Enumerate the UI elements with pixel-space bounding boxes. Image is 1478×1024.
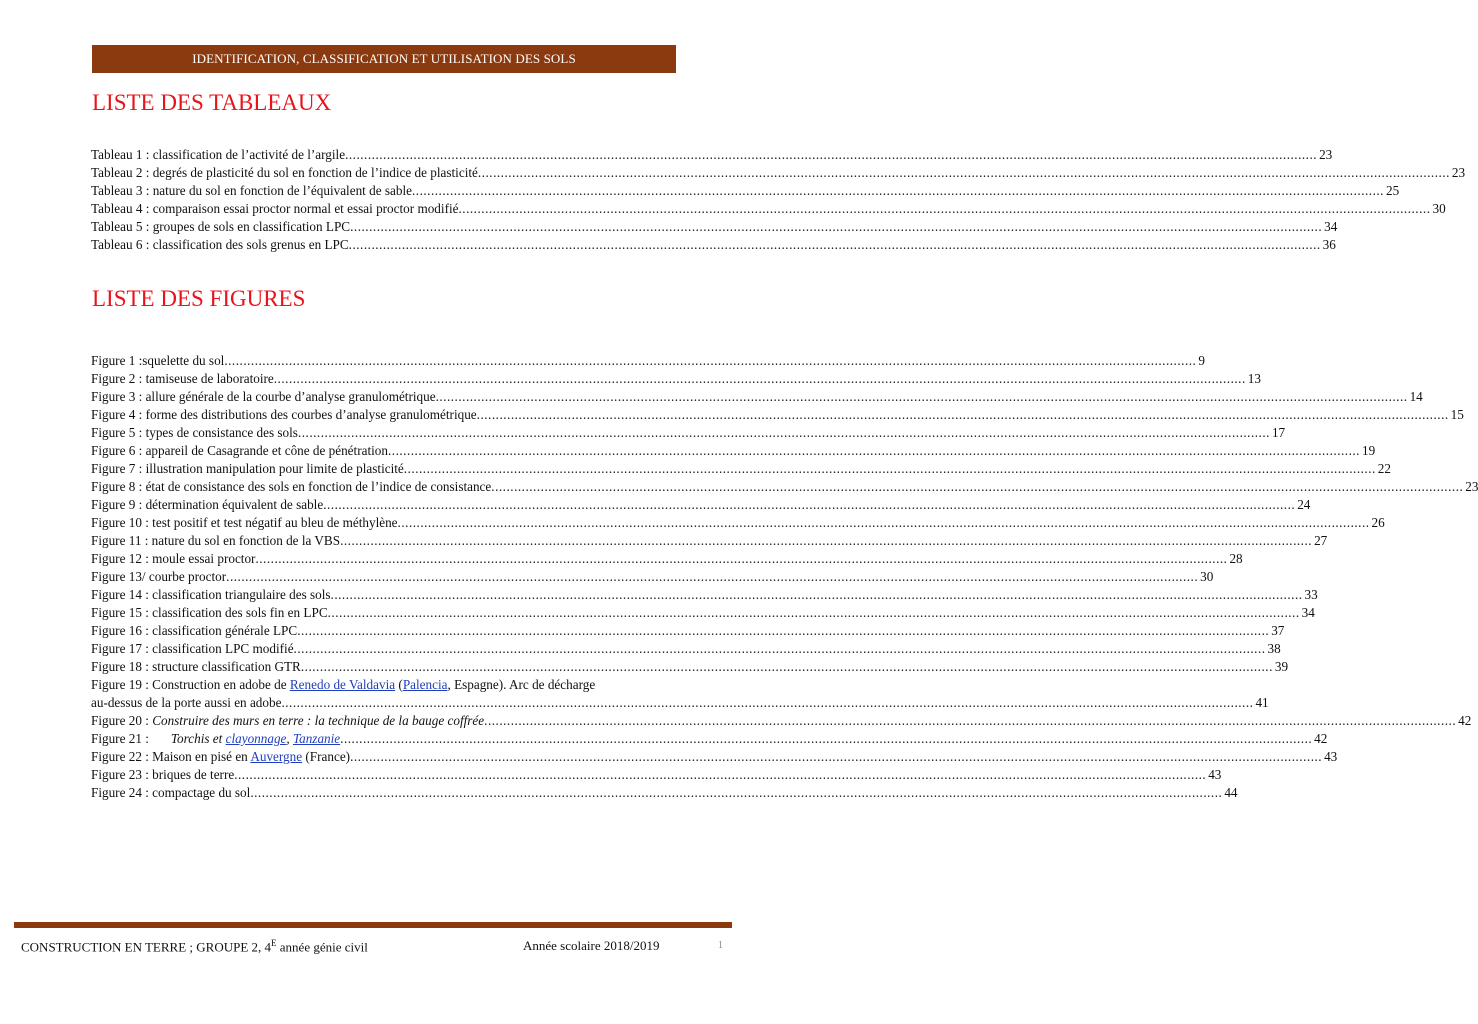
leader-dots — [328, 604, 1300, 622]
table-entry[interactable] — [91, 200, 1446, 218]
entry-text: Figure 12 : moule essai proctor — [91, 551, 256, 566]
leader-dots — [349, 236, 1321, 254]
entry-text — [91, 730, 340, 748]
entry-text: Tableau 1 : classification de l’activité de l’argile — [91, 147, 346, 162]
entry-text: Tableau 5 : groupes de sols en classification LPC — [91, 219, 351, 234]
entry-text: Figure 7 : illustration manipulation pour limite de plasticité — [91, 461, 404, 476]
entry-text — [91, 712, 484, 730]
entry-text: Tableau 6 : classification des sols grenus en LPC — [91, 237, 349, 252]
entry-text: Figure 11 : nature du sol en fonction de la VBS — [91, 533, 341, 548]
entry-prefix: Figure 21 : — [91, 731, 149, 746]
entry-text: Figure 4 : forme des distributions des courbes d’analyse granulométrique — [91, 407, 477, 422]
entry-text: au-dessus de la porte aussi en adobe — [91, 695, 282, 710]
entry-text — [91, 748, 350, 766]
entry-text: Figure 9 : détermination équivalent de sable — [91, 497, 324, 512]
figure-entry[interactable] — [91, 478, 1478, 496]
footer-course-label — [21, 938, 368, 955]
entry-page: 23 — [1319, 147, 1333, 162]
entry-page: 9 — [1198, 353, 1205, 368]
entry-text: Figure 15 : classification des sols fin en LPC — [91, 605, 328, 620]
entry-page: 44 — [1224, 785, 1238, 800]
table-entry[interactable] — [91, 164, 1466, 182]
entry-page: 34 — [1301, 605, 1315, 620]
entry-text: Figure 6 : appareil de Casagrande et cône de pénétration — [91, 443, 388, 458]
leader-dots — [350, 218, 1322, 236]
tanzanie-link[interactable]: Tanzanie — [293, 731, 341, 746]
entry-page: 42 — [1314, 731, 1328, 746]
entry-text: Figure 14 : classification triangulaire des sols — [91, 587, 331, 602]
figure-entry[interactable] — [91, 514, 1385, 532]
entry-italic-text: Torchis et — [170, 731, 226, 746]
tables-list — [91, 146, 1466, 254]
entry-text: Figure 16 : classification générale LPC — [91, 623, 298, 638]
entry-page: 23 — [1465, 479, 1478, 494]
leader-dots — [340, 730, 1312, 748]
auvergne-link[interactable]: Auvergne — [250, 749, 303, 764]
entry-page: 43 — [1208, 767, 1222, 782]
figure-entry[interactable] — [91, 676, 1269, 712]
table-entry[interactable] — [91, 146, 1333, 164]
leader-dots — [477, 406, 1449, 424]
figure-entry[interactable] — [91, 442, 1376, 460]
figure-entry[interactable] — [91, 568, 1214, 586]
entry-page: 37 — [1271, 623, 1285, 638]
entry-text: Figure 1 :squelette du sol — [91, 353, 225, 368]
entry-text: Tableau 4 : comparaison essai proctor normal et essai proctor modifié — [91, 201, 459, 216]
entry-page: 36 — [1322, 237, 1336, 252]
header-banner: IDENTIFICATION, CLASSIFICATION ET UTILISATION DES SOLS — [92, 45, 676, 73]
figure-entry[interactable] — [91, 424, 1286, 442]
leader-dots — [491, 478, 1463, 496]
entry-page: 14 — [1409, 389, 1423, 404]
entry-line — [91, 694, 1269, 712]
entry-text: Figure 13/ courbe proctor — [91, 569, 227, 584]
renedo-de-valdavia-link[interactable]: Renedo de Valdavia — [289, 677, 396, 692]
figure-entry[interactable] — [91, 766, 1222, 784]
footer-year-text: année génie civil — [276, 939, 368, 955]
entry-page: 42 — [1458, 713, 1472, 728]
entry-page: 19 — [1361, 443, 1376, 458]
tables-list-title: LISTE DES TABLEAUX — [92, 90, 332, 115]
entry-page: 17 — [1271, 425, 1286, 440]
leader-dots — [404, 460, 1376, 478]
leader-dots — [224, 352, 1196, 370]
leader-dots — [274, 370, 1246, 388]
figure-entry[interactable] — [91, 586, 1318, 604]
entry-italic-text: Construire des murs en terre : la technique de la bauge coffrée — [152, 713, 485, 728]
leader-dots — [250, 784, 1222, 802]
entry-page: 39 — [1274, 659, 1289, 674]
entry-page: 33 — [1304, 587, 1318, 602]
leader-dots — [297, 622, 1269, 640]
figure-entry[interactable] — [91, 496, 1311, 514]
entry-page: 22 — [1377, 461, 1391, 476]
entry-text: Figure 3 : allure générale de la courbe d’analyse granulométrique — [91, 389, 436, 404]
entry-page: 26 — [1371, 515, 1385, 530]
figure-entry[interactable] — [91, 784, 1238, 802]
entry-text: Figure 23 : briques de terre — [91, 767, 235, 782]
figure-entry[interactable] — [91, 532, 1328, 550]
footer-superscript: E — [271, 938, 277, 948]
entry-page: 41 — [1255, 695, 1269, 710]
entry-page: 28 — [1229, 551, 1243, 566]
leader-dots — [226, 568, 1198, 586]
figure-entry[interactable] — [91, 388, 1423, 406]
entry-line — [91, 676, 677, 694]
leader-dots — [458, 200, 1430, 218]
entry-page: 15 — [1450, 407, 1464, 422]
leader-dots — [281, 694, 1253, 712]
leader-dots — [412, 182, 1384, 200]
figures-list-title: LISTE DES FIGURES — [92, 286, 306, 311]
leader-dots — [323, 496, 1295, 514]
entry-page: 25 — [1385, 183, 1400, 198]
entry-text: ( — [395, 677, 403, 692]
entry-page: 23 — [1451, 165, 1466, 180]
figure-entry[interactable] — [91, 730, 1328, 748]
leader-dots — [301, 658, 1273, 676]
leader-dots — [436, 388, 1408, 406]
entry-page: 24 — [1297, 497, 1311, 512]
entry-text: , Espagne). Arc de décharge — [447, 677, 596, 692]
leader-dots — [478, 164, 1450, 182]
leader-dots — [484, 712, 1456, 730]
leader-dots — [298, 424, 1270, 442]
entry-text: Figure 18 : structure classification GTR — [91, 659, 301, 674]
leader-dots — [398, 514, 1370, 532]
leader-dots — [294, 640, 1266, 658]
entry-text: Figure 2 : tamiseuse de laboratoire — [91, 371, 274, 386]
leader-dots — [255, 550, 1227, 568]
figure-entry[interactable] — [91, 622, 1285, 640]
entry-page: 43 — [1324, 749, 1338, 764]
entry-page: 27 — [1314, 533, 1328, 548]
leader-dots — [388, 442, 1360, 460]
entry-page: 30 — [1200, 569, 1214, 584]
leader-dots — [234, 766, 1206, 784]
figure-entry[interactable] — [91, 370, 1261, 388]
entry-page: 30 — [1432, 201, 1446, 216]
leader-dots — [340, 532, 1312, 550]
entry-text: Figure 5 : types de consistance des sols — [91, 425, 298, 440]
entry-text: Figure 17 : classification LPC modifié — [91, 641, 294, 656]
leader-dots — [350, 748, 1322, 766]
leader-dots — [331, 586, 1303, 604]
footer-divider — [14, 922, 732, 928]
entry-text: Figure 10 : test positif et test négatif au bleu de méthylène — [91, 515, 398, 530]
figure-entry[interactable] — [91, 712, 1472, 730]
page-number: 1 — [718, 940, 723, 951]
entry-text: Tableau 2 : degrés de plasticité du sol en fonction de l’indice de plasticité — [91, 165, 478, 180]
entry-prefix: Figure 22 : Maison en pisé en — [91, 749, 251, 764]
entry-page: 38 — [1267, 641, 1281, 656]
entry-suffix: (France) — [302, 749, 351, 764]
entry-text: Figure 24 : compactage du sol — [91, 785, 251, 800]
palencia-link[interactable]: Palencia — [402, 677, 448, 692]
figures-list — [91, 352, 1478, 802]
clayonnage-link[interactable]: clayonnage — [225, 731, 287, 746]
entry-text: Figure 8 : état de consistance des sols en fonction de l’indice de consistance — [91, 479, 492, 494]
entry-prefix: Figure 20 : — [91, 713, 153, 728]
figure-entry[interactable] — [91, 748, 1338, 766]
entry-text: Figure 19 : Construction en adobe de — [91, 677, 290, 692]
figure-entry[interactable] — [91, 550, 1243, 568]
figure-entry[interactable] — [91, 604, 1315, 622]
entry-page: 13 — [1247, 371, 1261, 386]
leader-dots — [345, 146, 1317, 164]
table-entry[interactable] — [91, 182, 1400, 200]
table-entry[interactable] — [91, 236, 1336, 254]
entry-page: 34 — [1324, 219, 1338, 234]
figure-entry[interactable] — [91, 460, 1391, 478]
footer-school-year: Année scolaire 2018/2019 — [523, 938, 660, 953]
entry-text: Tableau 3 : nature du sol en fonction de l’équivalent de sable — [91, 183, 412, 198]
figure-entry[interactable] — [91, 658, 1289, 676]
figure-entry[interactable] — [91, 352, 1205, 370]
table-entry[interactable] — [91, 218, 1338, 236]
figure-entry[interactable] — [91, 406, 1464, 424]
footer-group-text: CONSTRUCTION EN TERRE ; GROUPE 2, 4 — [21, 939, 272, 955]
figure-entry[interactable] — [91, 640, 1281, 658]
entry-separator: , — [286, 731, 293, 746]
